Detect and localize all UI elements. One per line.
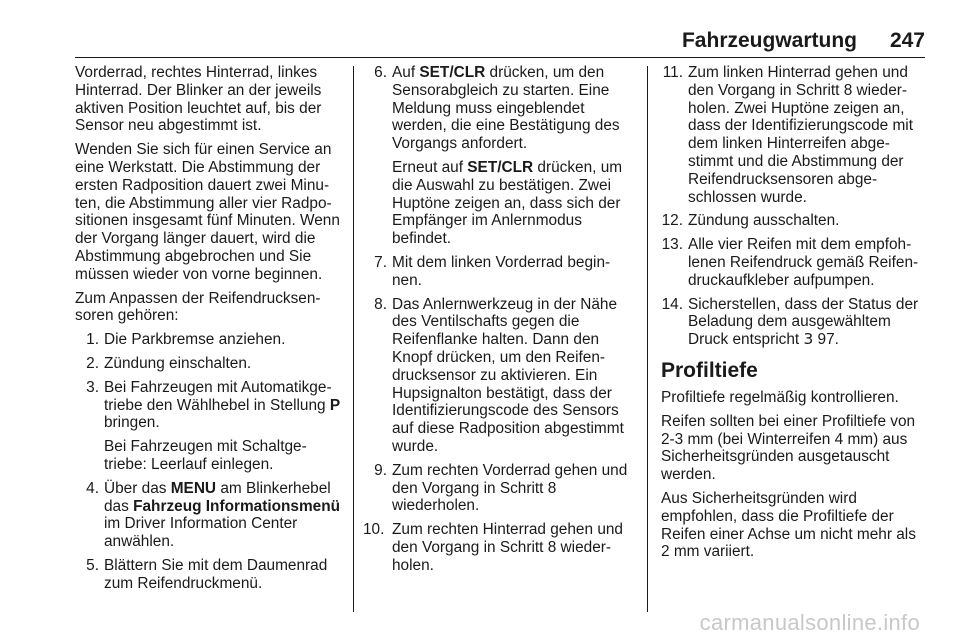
- step-number: 10.: [363, 521, 385, 539]
- step-text: Das Anlernwerkzeug in der Nähe des Ventilschafts gegen die Reifenflanke halten. Dann den Knopf drücken, um den Reifendrucksensor zu aktivieren. Ein Hupsignalton bestätigt, dass der Identifizierungscode des Sensors auf diese Radposition abgestimmt wurde.: [392, 295, 624, 455]
- page-number: 247: [889, 29, 925, 52]
- step-subtext: Erneut auf SET/CLR drücken, um die Auswahl zu bestätigen. Zwei Huptöne zeigen an, dass sich der Empfänger im Anlernmodus befindet.: [392, 158, 623, 248]
- step-number: 13.: [661, 236, 683, 254]
- step-text: Die Parkbremse anziehen.: [104, 331, 286, 349]
- paragraph: Profiltiefe regelmäßig kontrollieren.: [661, 388, 899, 406]
- step-number: 1.: [86, 331, 99, 349]
- step-text: Sicherstellen, dass der Status der Beladung dem ausgewähltem Druck entspricht 3 97.: [688, 295, 919, 349]
- step-number: 5.: [86, 556, 99, 574]
- page-reference-icon[interactable]: 3: [803, 330, 814, 349]
- step-number: 14.: [661, 295, 683, 313]
- list-item: [661, 64, 927, 206]
- list-item: [75, 557, 341, 593]
- step-number: 9.: [374, 461, 387, 479]
- step-number: 7.: [374, 253, 387, 271]
- column-divider-2: [647, 66, 648, 612]
- step-text: Über das MENU am Blinkerhebel das Fahrzeug Informationsmenü im Driver Information Center anwählen.: [104, 479, 341, 551]
- step-subtext: Bei Fahrzeugen mit Schaltgetriebe: Leerlauf einlegen.: [104, 438, 307, 473]
- paragraph: Vorderrad, rechtes Hinterrad, linkes Hinterrad. Der Blinker an der jeweils aktiven Position leuchtet auf, bis der Sensor neu abgestimmt ist.: [75, 64, 322, 135]
- list-item: [370, 296, 634, 456]
- step-text: Blättern Sie mit dem Daumenrad zum Reifendruckmenü.: [104, 556, 328, 592]
- step-number: 3.: [86, 378, 99, 396]
- step-text: Mit dem linken Vorderrad beginnen.: [392, 253, 611, 289]
- list-item: [363, 521, 634, 574]
- step-text: Zum rechten Vorderrad gehen und den Vorgang in Schritt 8 wiederholen.: [392, 461, 628, 515]
- list-item: [661, 236, 927, 289]
- page-title: Fahrzeugwartung: [681, 29, 857, 52]
- step-number: 11.: [662, 64, 683, 81]
- list-item: [75, 331, 341, 349]
- paragraph: Aus Sicherheitsgründen wird empfohlen, dass die Profiltiefe der Reifen einer Achse um nicht mehr als 2 mm variiert.: [661, 489, 916, 561]
- step-text: Zündung einschalten.: [104, 354, 252, 372]
- list-item: [370, 462, 634, 515]
- list-item: [370, 64, 634, 153]
- step-text: Auf SET/CLR drücken, um den Sensorabgleich zu starten. Eine Meldung muss eingeblendet werden, die eine Bestätigung des Vorgangs anfordert.: [392, 64, 620, 153]
- column-3: [661, 64, 927, 567]
- list-item: [75, 355, 341, 373]
- step-number: 4.: [86, 479, 99, 497]
- step-text: Zündung ausschalten.: [688, 212, 840, 230]
- paragraph: Zum Anpassen der Reifendrucksensoren gehören:: [75, 289, 321, 325]
- step-number: 12.: [661, 212, 683, 230]
- list-item: [75, 379, 341, 432]
- step-number: 2.: [86, 354, 99, 372]
- step-text: Zum linken Hinterrad gehen und den Vorgang in Schritt 8 wiederholen. Zwei Huptöne zeigen an, dass der Identifizierungscode mit dem linken Hinterreifen abgestimmt und die Abstimmung der Reifendrucksensoren abgeschlossen wurde.: [688, 64, 913, 206]
- paragraph: Reifen sollten bei einer Profiltiefe von 2-3 mm (bei Winterreifen 4 mm) aus Sicherheitsgründen ausgetauscht werden.: [661, 412, 916, 484]
- column-1: [75, 64, 341, 599]
- column-divider-1: [353, 66, 354, 612]
- page-header: [75, 25, 925, 58]
- step-number: 8.: [374, 295, 387, 313]
- step-text: Alle vier Reifen mit dem empfohlenen Reifendruck gemäß Reifendruckaufkleber aufpumpen.: [688, 236, 919, 289]
- paragraph: Wenden Sie sich für einen Service an eine Werkstatt. Die Abstimmung der ersten Radposition dauert zwei Minuten, die Abstimmung aller vier Radpositionen insgesamt fünf Minuten. Wenn der Vorgang länger dauert, wird die Abstimmung abgebrochen und Sie müssen wieder von vorne beginnen.: [75, 141, 340, 283]
- step-text: Bei Fahrzeugen mit Automatikgetriebe den Wählhebel in Stellung P bringen.: [104, 378, 341, 432]
- column-2: [363, 64, 634, 581]
- step-text: Zum rechten Hinterrad gehen und den Vorgang in Schritt 8 wiederholen.: [392, 521, 623, 574]
- list-item: [661, 296, 927, 349]
- watermark: carmanualsonline.info: [699, 610, 920, 635]
- section-heading: Profiltiefe: [661, 358, 758, 382]
- step-number: 6.: [374, 64, 387, 81]
- list-item: [370, 254, 634, 290]
- list-item: [75, 480, 341, 551]
- list-item: [661, 212, 927, 230]
